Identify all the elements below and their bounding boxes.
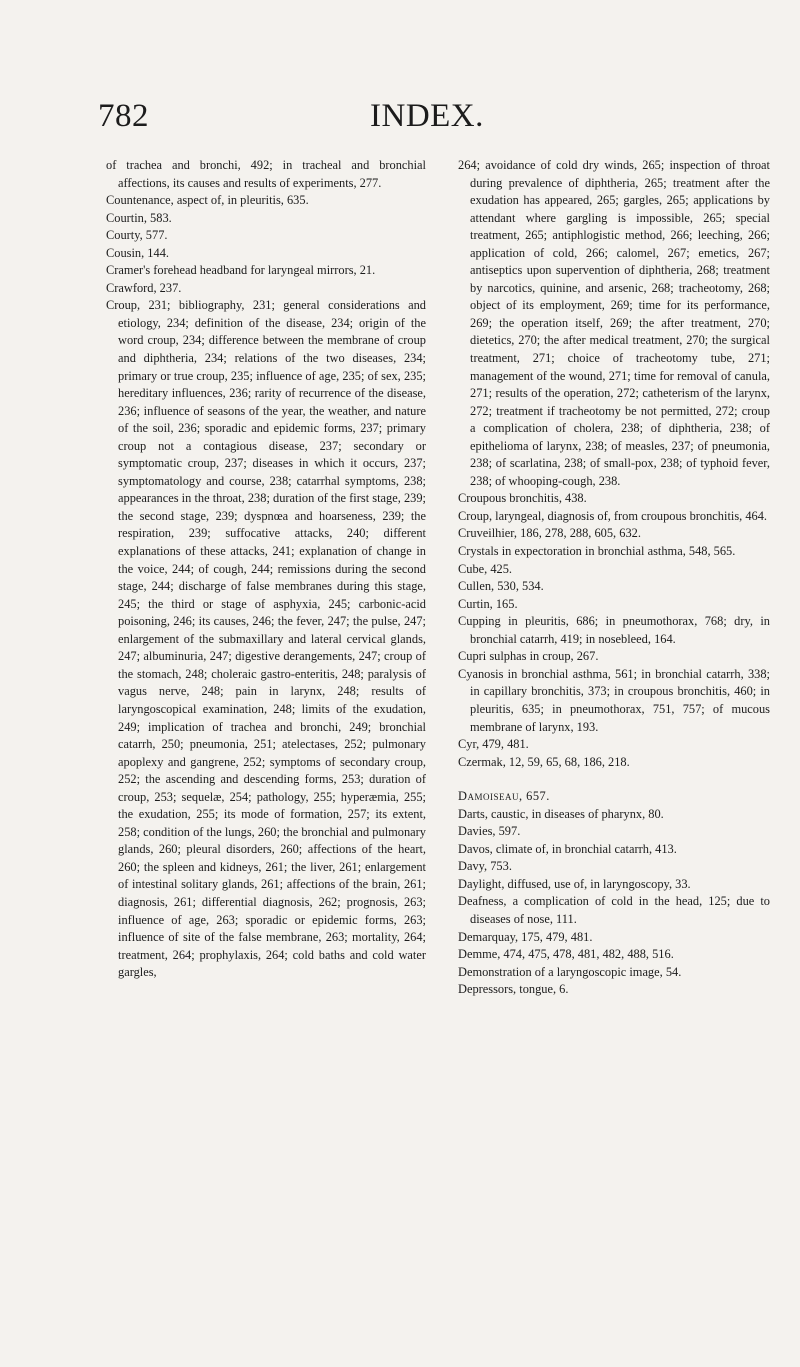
index-entry: Cullen, 530, 534.	[458, 579, 544, 594]
index-entry: Croup, laryngeal, diagnosis of, from croupous bronchitis, 464.	[458, 508, 768, 523]
index-entry: Czermak, 12, 59, 65, 68, 186, 218.	[458, 754, 630, 769]
index-entry: Demarquay, 175, 479, 481.	[458, 929, 593, 944]
index-entry: Courty, 577.	[106, 228, 168, 243]
index-entry: Cruveilhier, 186, 278, 288, 605, 632.	[458, 526, 641, 541]
index-entry: Darts, caustic, in diseases of pharynx, 80.	[458, 806, 664, 821]
index-entry-croup: Croup, 231; bibliography, 231; general considerations and etiology, 234; definition of the disease, 234; origin of the word croup, 234; difference between the membrane of croup and diphtheria, 234; relations of the two diseases, 234; primary or true croup, 235; influence of age, 235; of sex, 235; hereditary influences, 236; rarity of recurrence of the disease, 236; influence of seasons of the year, the weather, and nature of the soil, 236; sporadic and epidemic forms, 237; primary croup not a contagious disease, 237; secondary or symptomatic croup, 237; diseases in which it occurs, 237; symptomatology and course, 238; catarrhal symptoms, 238; appearances in the throat, 238; duration of the first stage, 239; the second stage, 239; dyspnœa and hoarseness, 239; the respiration, 239; suffocative attacks, 240; different explanations of these attacks, 241; explanation of change in the voice, 244; of cough, 244; remissions during the second stage, 244; discharge of false membranes during this stage, 245; the third or stage of asphyxia, 245; carbonic-acid poisoning, 246; its causes, 246; the fever, 247; the pulse, 247; enlargement of the submaxillary and lateral cervical glands, 247; albuminuria, 247; digestive derangements, 247; croup of the stomach, 248; choleraic gastro-enteritis, 248; paralysis of vagus nerve, 248; pain in larynx, 248; results of laryngoscopical examination, 248; limits of the exudation, 249; implication of trachea and bronchi, 249; bronchial catarrh, 250; pneumonia, 251; atelectases, 252; pulmonary apoplexy and gangrene, 252; symptoms of secondary croup, 252; the ascending and descending forms, 253; duration of croup, 253; sequelæ, 254; pathology, 255; hyperæmia, 255; the exudation, 255; its mode of formation, 257; its extent, 258; condition of the lungs, 260; the bronchial and pulmonary glands, 260; pleural disorders, 260; affections of the heart, 260; the spleen and kidneys, 261; the liver, 261; enlargement of intestinal solitary glands, 261; affections of the brain, 261; diagnosis, 261; differential diagnosis, 262; prognosis, 263; influence of age, 263; sporadic or epidemic forms, 263; influence of site of the false membrane, 263; mortality, 264; treatment, 264; prophylaxis, 264; cold baths and cold water gargles,	[106, 298, 426, 980]
index-entry: Cousin, 144.	[106, 245, 169, 260]
index-entry: Demme, 474, 475, 478, 481, 482, 488, 516.	[458, 947, 674, 962]
page-header	[0, 98, 800, 146]
index-entry: 264; avoidance of cold dry winds, 265; inspection of throat during prevalence of diphtheria, 265; treatment after the exudation has appeared, 265; gargles, 265; applications by attendant where gargling is impossible, 265; special treatment, 265; antiphlogistic method, 266; leeching, 266; application of cold, 266; calomel, 267; emetics, 267; antiseptics upon supervention of diphtheria, 268; treatment by narcotics, quinine, and arsenic, 268; tracheotomy, 268; object of its employment, 269; time for its performance, 269; the operation itself, 269; the after treatment, 270; dietetics, 270; the after medical treatment, 270; the surgical treatment, 271; choice of tracheotomy tube, 271; management of the wound, 271; time for removal of canula, 271; results of the operation, 272; catheterism of the larynx, 272; treatment if tracheotomy be not permitted, 272; croup a complication of cholera, 238; of diphtheria, 238; of epithelioma of larynx, 238; of measles, 237; of pneumonia, 238; of scarlatina, 238; of small-pox, 238; of typhoid fever, 238; of whooping-cough, 238.	[458, 158, 770, 488]
index-entry-d-section: Damoiseau, 657.	[458, 789, 550, 804]
index-entry: Cupri sulphas in croup, 267.	[458, 649, 599, 664]
index-entry: Cramer's forehead headband for laryngeal mirrors, 21.	[106, 263, 376, 278]
index-entry: Cupping in pleuritis, 686; in pneumothorax, 768; dry, in bronchial catarrh, 419; in nosebleed, 164.	[458, 614, 770, 646]
index-entry: Crawford, 237.	[106, 280, 182, 295]
index-entry: Davos, climate of, in bronchial catarrh, 413.	[458, 841, 677, 856]
index-entry: Deafness, a complication of cold in the head, 125; due to diseases of nose, 111.	[458, 894, 770, 926]
index-entry: Cube, 425.	[458, 561, 513, 576]
index-entry: Davies, 597.	[458, 824, 521, 839]
running-head: INDEX.	[370, 98, 484, 134]
left-column	[106, 157, 426, 982]
index-entry: Davy, 753.	[458, 859, 512, 874]
page-number: 782	[98, 98, 149, 134]
index-entry: Croupous bronchitis, 438.	[458, 491, 587, 506]
index-entry: Cyr, 479, 481.	[458, 737, 529, 752]
index-entry: Countenance, aspect of, in pleuritis, 635.	[106, 193, 309, 208]
index-entry: Depressors, tongue, 6.	[458, 982, 569, 997]
index-entry: Cyanosis in bronchial asthma, 561; in bronchial catarrh, 338; in capillary bronchitis, 373; in croupous bronchitis, 460; in pleuritis, 635; in pneumothorax, 751, 757; of mucous membrane of larynx, 193.	[458, 666, 770, 734]
index-entry: Courtin, 583.	[106, 210, 172, 225]
index-entry: of trachea and bronchi, 492; in tracheal and bronchial affections, its causes and results of experiments, 277.	[106, 158, 426, 190]
index-entry: Curtin, 165.	[458, 596, 518, 611]
index-entry: Demonstration of a laryngoscopic image, 54.	[458, 964, 682, 979]
right-column	[458, 157, 770, 999]
index-entry: Daylight, diffused, use of, in laryngoscopy, 33.	[458, 876, 691, 891]
index-entry: Crystals in expectoration in bronchial asthma, 548, 565.	[458, 544, 736, 559]
